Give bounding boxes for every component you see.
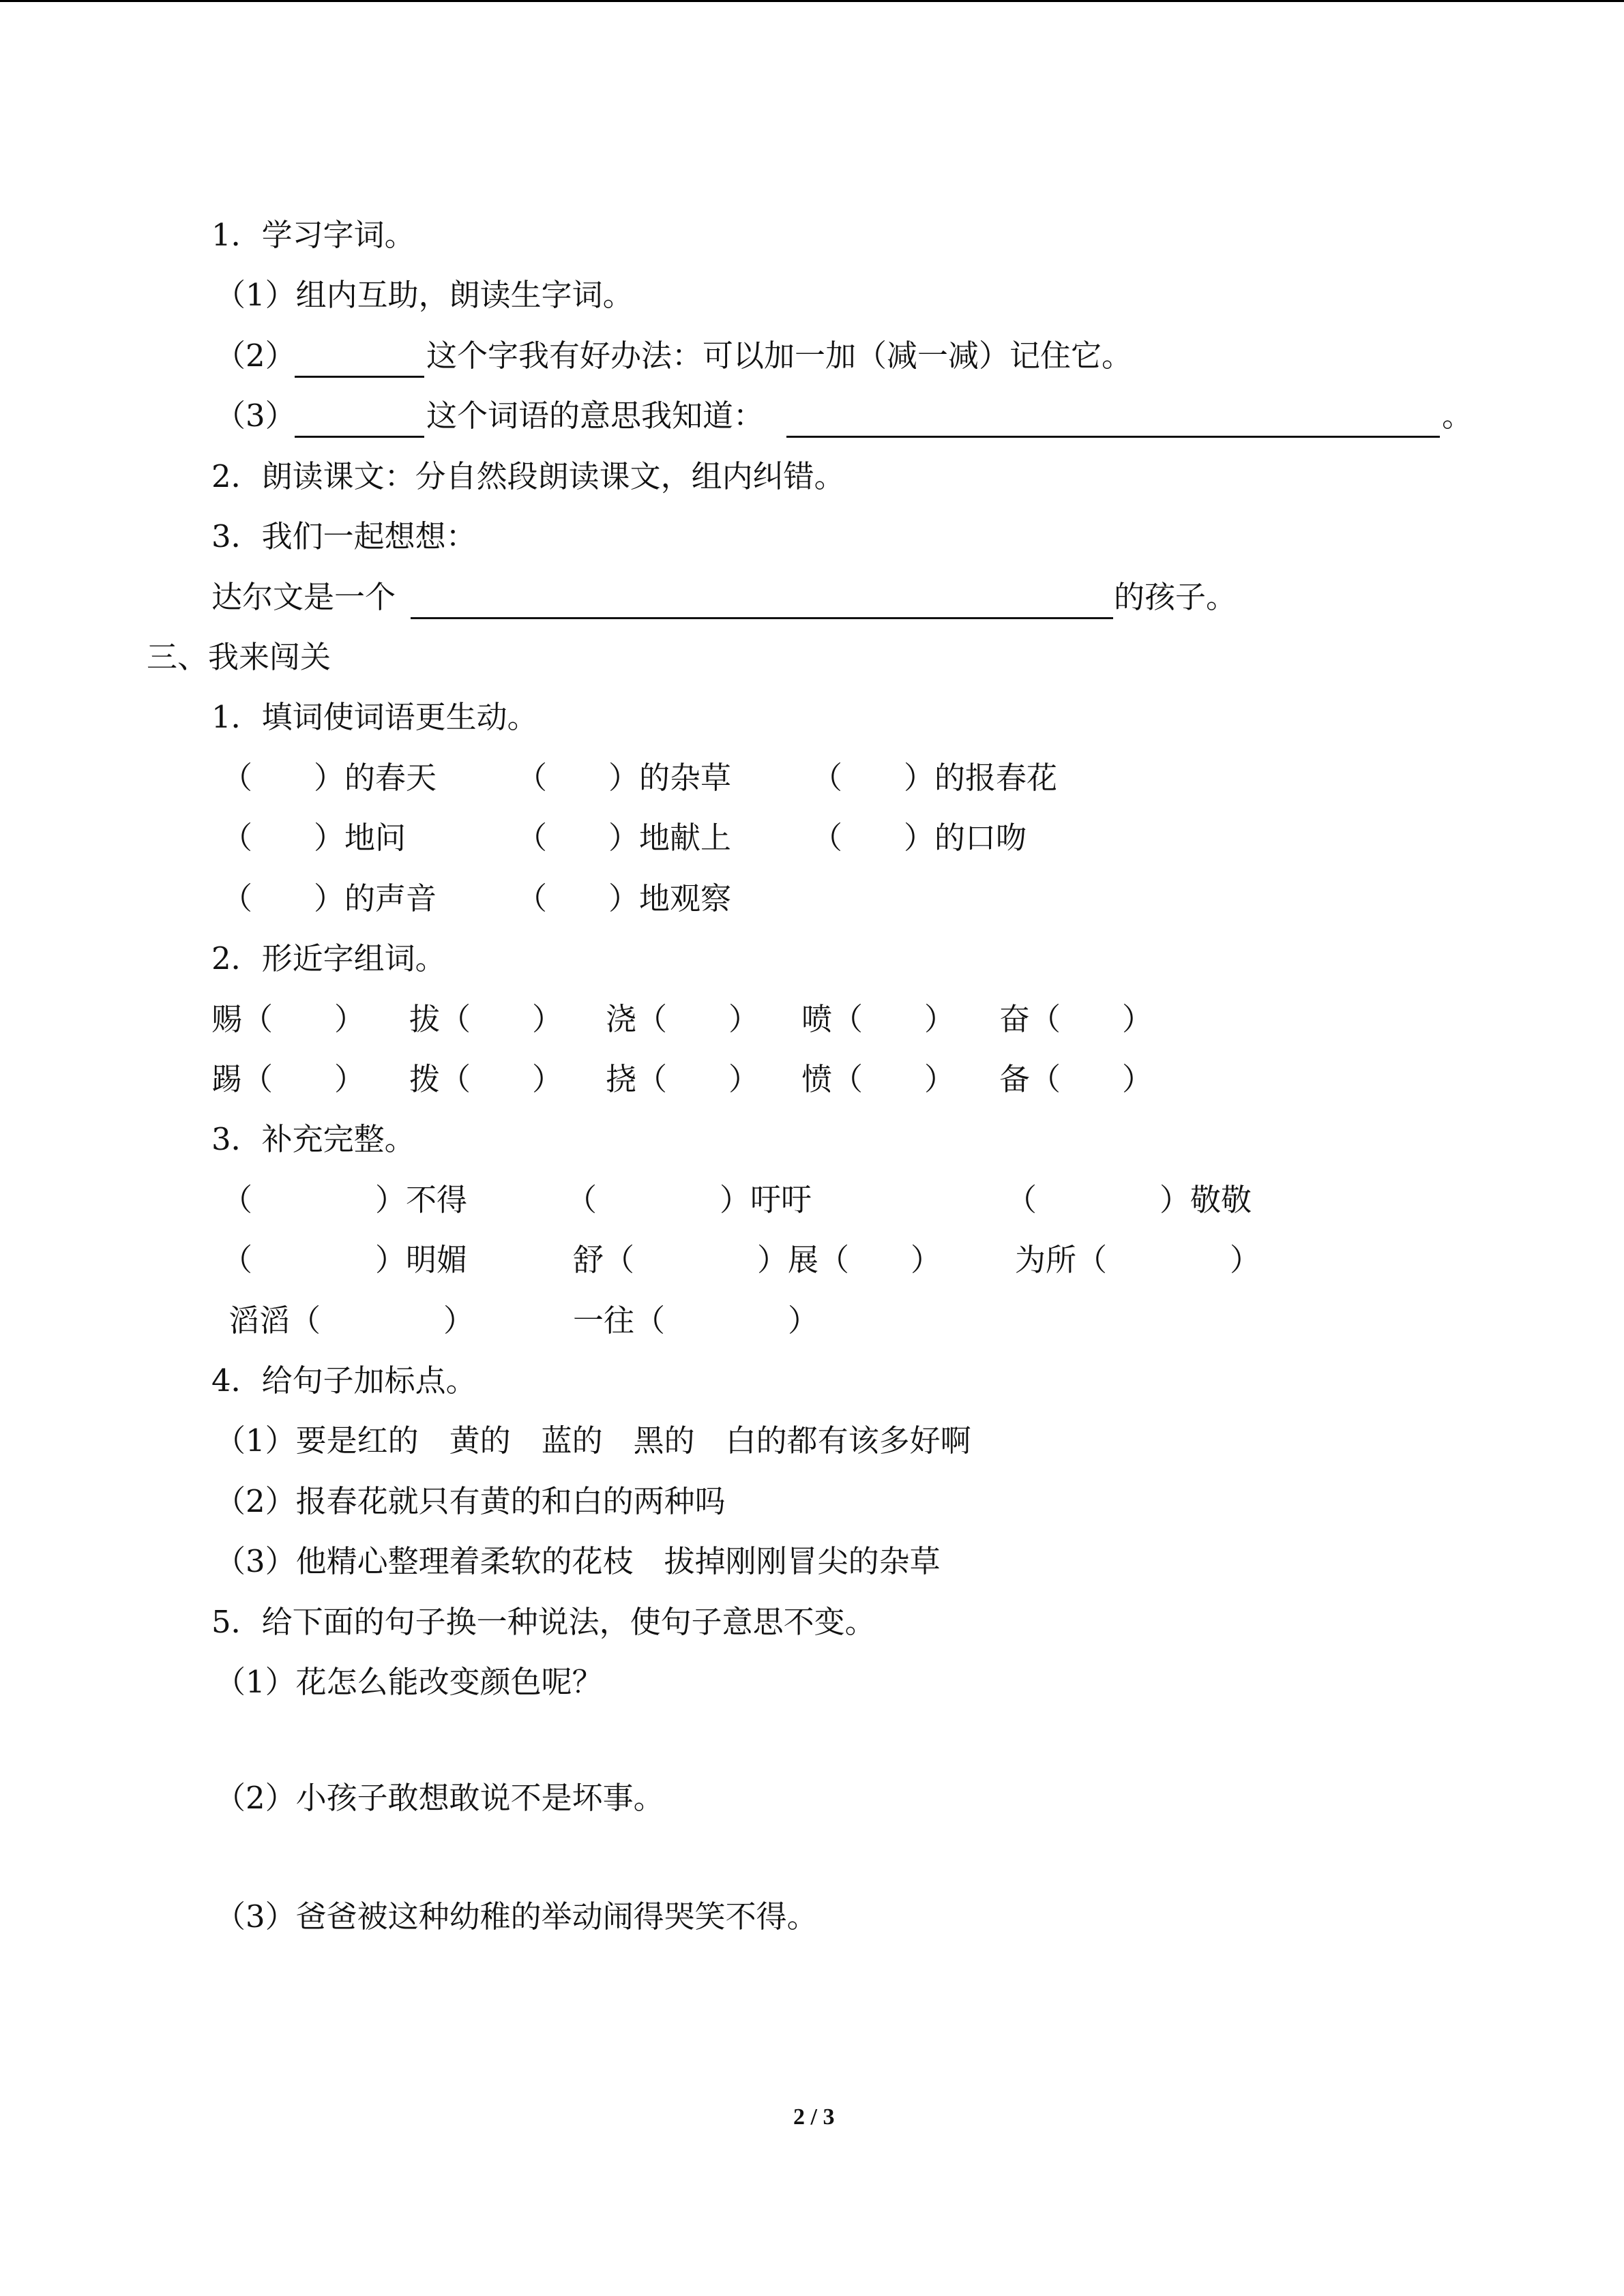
q2-item: 拔（ ）: [409, 1001, 563, 1037]
q1-item: （ ）的声音: [222, 880, 437, 916]
study-item-1: （1）组内互助，朗读生字词。: [215, 277, 634, 313]
q2-item: 浇（ ）: [606, 1001, 760, 1037]
q2-item: 赐（ ）: [211, 1001, 366, 1037]
q2-item: 奋（ ）: [999, 1001, 1153, 1037]
darwin-prefix: 达尔文是一个: [211, 579, 396, 615]
q3-item: （ ）明媚: [222, 1242, 468, 1278]
study-item-2-prefix: （2）: [215, 338, 296, 374]
q1-item: （ ）的春天: [222, 760, 437, 796]
darwin-blank[interactable]: [411, 617, 1113, 619]
q5-sentence-3: （3）爸爸被这种幼稚的举动闹得哭笑不得。: [215, 1898, 818, 1935]
q3-item: （ ）敬敬: [1006, 1182, 1252, 1218]
page-number: 2 / 3: [793, 2104, 835, 2130]
q5-sentence-2: （2）小孩子敢想敢说不是坏事。: [215, 1780, 664, 1816]
q2-item: 踢（ ）: [211, 1061, 366, 1097]
q3-item: 一往（ ）: [573, 1302, 819, 1339]
q3-item: （ ）吁吁: [566, 1182, 812, 1218]
q3-item: 为所（ ）: [1015, 1242, 1261, 1278]
darwin-suffix: 的孩子。: [1114, 579, 1237, 615]
q3-item: 舒（ ）展（ ）: [573, 1242, 942, 1278]
section-3-title: 三、我来闯关: [147, 639, 331, 675]
q2-title: 2．形近字组词。: [211, 940, 446, 976]
q5-sentence-1: （1）花怎么能改变颜色呢？: [215, 1664, 603, 1700]
q3-item: 滔滔（ ）: [228, 1302, 475, 1339]
study-item-3-prefix: （3）: [215, 398, 296, 434]
reading-heading: 2．朗读课文：分自然段朗读课文，组内纠错。: [211, 458, 845, 494]
q1-item: （ ）的杂草: [516, 760, 732, 796]
q2-item: 愤（ ）: [801, 1061, 956, 1097]
q1-title: 1．填词使词语更生动。: [211, 699, 538, 735]
q3-title: 3．补充完整。: [211, 1121, 415, 1157]
study-item-2-text: 这个字我有好办法：可以加一加（减一减）记住它。: [426, 338, 1133, 374]
q4-sentence-3: （3）他精心整理着柔软的花枝 拔掉刚刚冒尖的杂草: [215, 1543, 941, 1579]
q1-item: （ ）地问: [222, 820, 407, 856]
q2-item: 喷（ ）: [801, 1001, 956, 1037]
q4-sentence-1: （1）要是红的 黄的 蓝的 黑的 白的都有该多好啊: [215, 1422, 971, 1459]
study-item-2-blank[interactable]: [295, 376, 424, 378]
q1-item: （ ）地献上: [516, 820, 732, 856]
think-heading: 3．我们一起想想：: [211, 518, 477, 554]
q3-item: （ ）不得: [222, 1182, 468, 1218]
q2-item: 备（ ）: [999, 1061, 1153, 1097]
q2-item: 拨（ ）: [409, 1061, 563, 1097]
study-item-3-word-blank[interactable]: [295, 436, 424, 438]
q4-sentence-2: （2）报春花就只有黄的和白的两种吗: [215, 1483, 726, 1519]
study-item-3-end: 。: [1442, 398, 1473, 434]
study-item-3-meaning-blank[interactable]: [786, 436, 1440, 438]
q1-item: （ ）的口吻: [812, 820, 1027, 856]
study-heading: 1．学习字词。: [211, 217, 415, 253]
q1-item: （ ）的报春花: [812, 760, 1058, 796]
q5-title: 5．给下面的句子换一种说法，使句子意思不变。: [211, 1604, 876, 1640]
q1-item: （ ）地观察: [516, 880, 732, 916]
q2-item: 挠（ ）: [606, 1061, 760, 1097]
q4-title: 4．给句子加标点。: [211, 1362, 477, 1399]
study-item-3-text: 这个词语的意思我知道：: [426, 398, 765, 434]
